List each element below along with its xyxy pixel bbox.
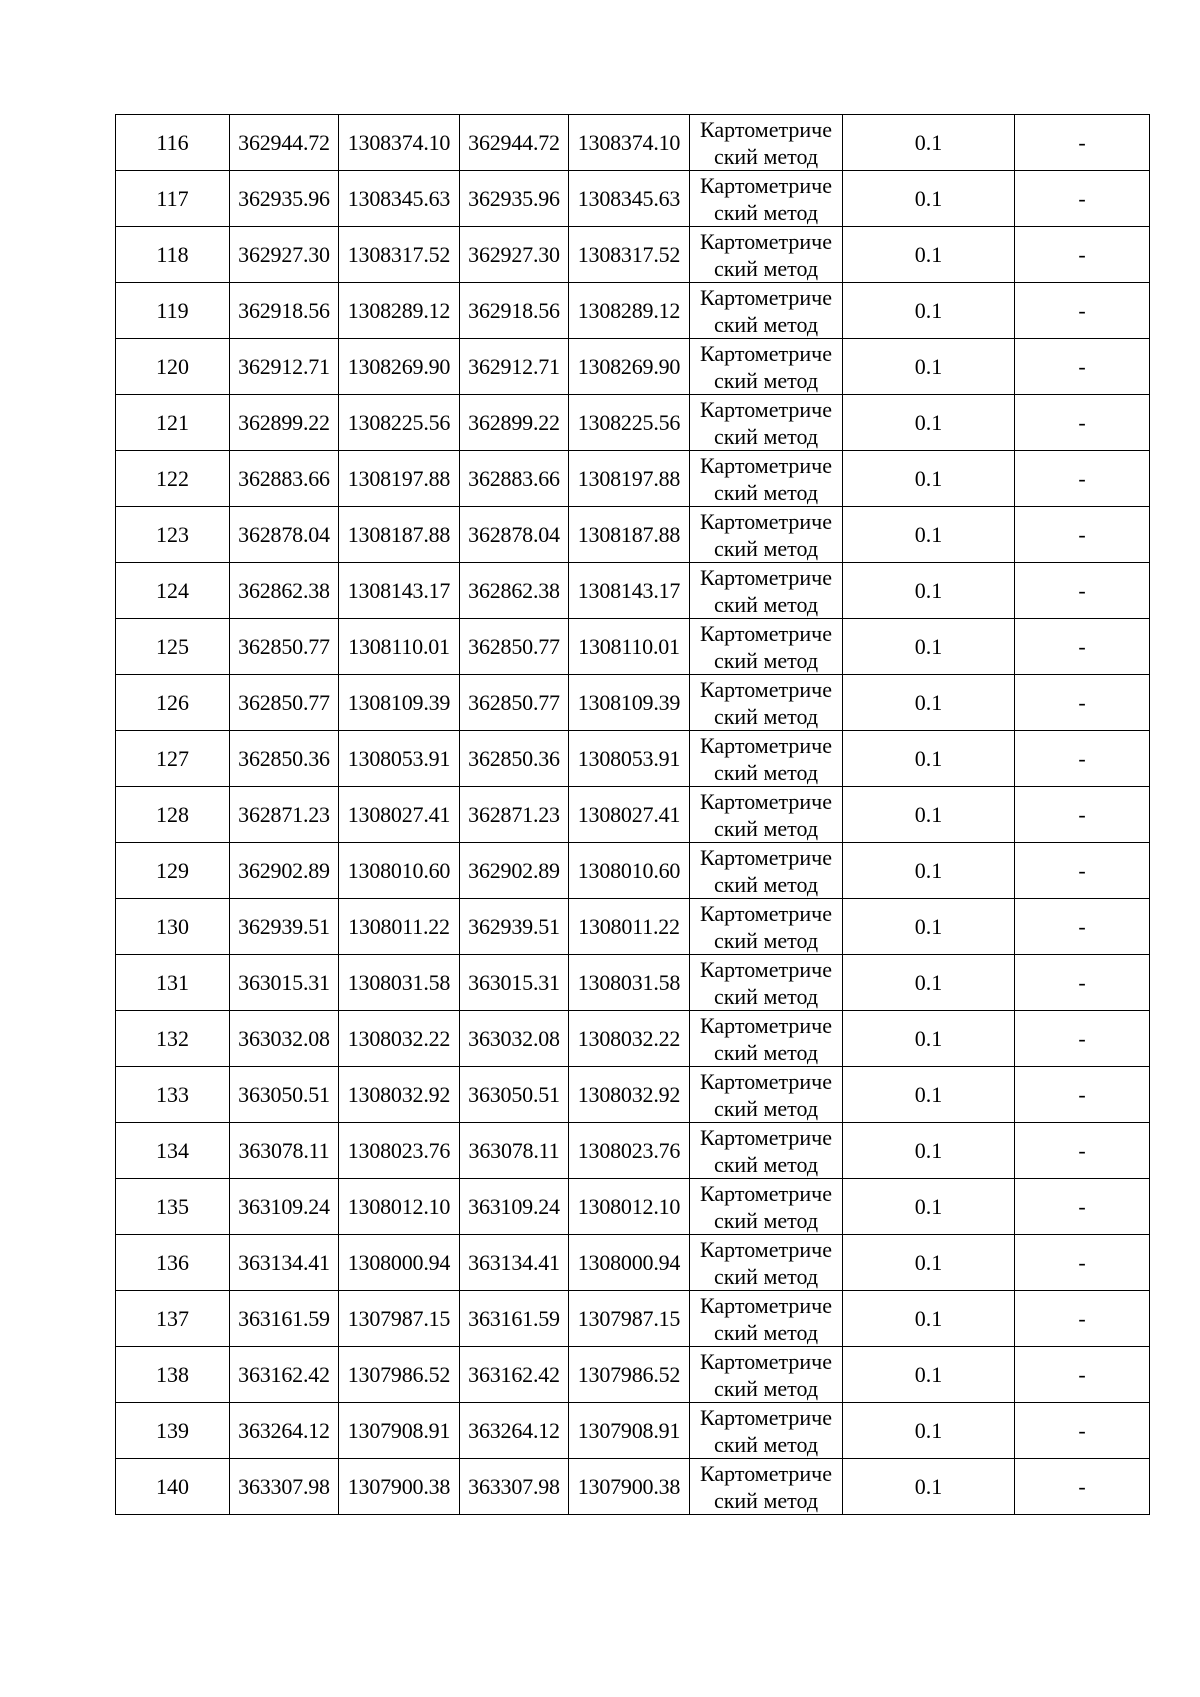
specified-x-cell: 362902.89 xyxy=(460,843,569,899)
note-cell: - xyxy=(1015,899,1150,955)
method-text-line-2: ский метод xyxy=(713,1263,819,1289)
note-cell: - xyxy=(1015,675,1150,731)
method-text-line-2: ский метод xyxy=(713,423,819,449)
method-cell xyxy=(690,843,843,899)
table-row xyxy=(116,619,1150,675)
method-text-line-1: Картометриче xyxy=(700,340,832,366)
specified-y-cell: 1308031.58 xyxy=(569,955,690,1011)
existing-y-cell: 1308374.10 xyxy=(339,115,460,171)
existing-x-cell: 362850.77 xyxy=(230,619,339,675)
table-row xyxy=(116,1123,1150,1179)
table-row xyxy=(116,339,1150,395)
specified-y-cell: 1308012.10 xyxy=(569,1179,690,1235)
precision-cell: 0.1 xyxy=(843,1403,1015,1459)
method-text-line-1: Картометриче xyxy=(700,284,832,310)
point-number-cell: 129 xyxy=(116,843,230,899)
specified-y-cell: 1308011.22 xyxy=(569,899,690,955)
method-text-line-1: Картометриче xyxy=(700,844,832,870)
method-cell xyxy=(690,171,843,227)
specified-y-cell: 1307987.15 xyxy=(569,1291,690,1347)
existing-y-cell: 1308109.39 xyxy=(339,675,460,731)
precision-cell: 0.1 xyxy=(843,115,1015,171)
specified-x-cell: 362871.23 xyxy=(460,787,569,843)
coordinates-table-body xyxy=(116,115,1150,1515)
method-cell xyxy=(690,1179,843,1235)
specified-y-cell: 1308187.88 xyxy=(569,507,690,563)
method-text-line-1: Картометриче xyxy=(700,788,832,814)
method-text-line-2: ский метод xyxy=(713,647,819,673)
method-text-line-1: Картометриче xyxy=(700,452,832,478)
note-cell: - xyxy=(1015,283,1150,339)
specified-y-cell: 1308225.56 xyxy=(569,395,690,451)
method-cell xyxy=(690,731,843,787)
specified-x-cell: 363032.08 xyxy=(460,1011,569,1067)
specified-y-cell: 1308317.52 xyxy=(569,227,690,283)
specified-x-cell: 362918.56 xyxy=(460,283,569,339)
existing-x-cell: 362918.56 xyxy=(230,283,339,339)
note-cell: - xyxy=(1015,787,1150,843)
specified-x-cell: 363050.51 xyxy=(460,1067,569,1123)
note-cell: - xyxy=(1015,563,1150,619)
existing-x-cell: 363078.11 xyxy=(230,1123,339,1179)
method-text-line-2: ский метод xyxy=(713,759,819,785)
existing-y-cell: 1307986.52 xyxy=(339,1347,460,1403)
precision-cell: 0.1 xyxy=(843,171,1015,227)
specified-x-cell: 362850.77 xyxy=(460,675,569,731)
precision-cell: 0.1 xyxy=(843,339,1015,395)
specified-y-cell: 1308109.39 xyxy=(569,675,690,731)
specified-x-cell: 363134.41 xyxy=(460,1235,569,1291)
precision-cell: 0.1 xyxy=(843,507,1015,563)
note-cell: - xyxy=(1015,339,1150,395)
existing-x-cell: 362935.96 xyxy=(230,171,339,227)
method-cell xyxy=(690,619,843,675)
note-cell: - xyxy=(1015,955,1150,1011)
specified-y-cell: 1308032.92 xyxy=(569,1067,690,1123)
method-text-line-2: ский метод xyxy=(713,703,819,729)
method-text-line-1: Картометриче xyxy=(700,228,832,254)
existing-y-cell: 1308027.41 xyxy=(339,787,460,843)
point-number-cell: 135 xyxy=(116,1179,230,1235)
existing-x-cell: 362944.72 xyxy=(230,115,339,171)
method-cell xyxy=(690,1459,843,1515)
existing-x-cell: 363134.41 xyxy=(230,1235,339,1291)
specified-y-cell: 1307900.38 xyxy=(569,1459,690,1515)
table-row xyxy=(116,283,1150,339)
precision-cell: 0.1 xyxy=(843,787,1015,843)
precision-cell: 0.1 xyxy=(843,451,1015,507)
point-number-cell: 122 xyxy=(116,451,230,507)
specified-y-cell: 1308000.94 xyxy=(569,1235,690,1291)
point-number-cell: 131 xyxy=(116,955,230,1011)
specified-y-cell: 1308053.91 xyxy=(569,731,690,787)
method-text-line-1: Картометриче xyxy=(700,172,832,198)
method-text-line-1: Картометриче xyxy=(700,1180,832,1206)
method-text-line-1: Картометриче xyxy=(700,1404,832,1430)
note-cell: - xyxy=(1015,619,1150,675)
existing-x-cell: 363161.59 xyxy=(230,1291,339,1347)
method-text-line-2: ский метод xyxy=(713,815,819,841)
method-cell xyxy=(690,283,843,339)
existing-x-cell: 362927.30 xyxy=(230,227,339,283)
point-number-cell: 116 xyxy=(116,115,230,171)
precision-cell: 0.1 xyxy=(843,395,1015,451)
method-cell xyxy=(690,1403,843,1459)
method-text-line-2: ский метод xyxy=(713,255,819,281)
specified-x-cell: 363162.42 xyxy=(460,1347,569,1403)
method-cell xyxy=(690,227,843,283)
method-text-line-1: Картометриче xyxy=(700,1012,832,1038)
precision-cell: 0.1 xyxy=(843,1067,1015,1123)
existing-x-cell: 363050.51 xyxy=(230,1067,339,1123)
method-text-line-2: ский метод xyxy=(713,535,819,561)
method-text-line-2: ский метод xyxy=(713,871,819,897)
specified-x-cell: 362927.30 xyxy=(460,227,569,283)
existing-y-cell: 1308032.92 xyxy=(339,1067,460,1123)
method-cell xyxy=(690,1123,843,1179)
point-number-cell: 140 xyxy=(116,1459,230,1515)
existing-y-cell: 1308345.63 xyxy=(339,171,460,227)
precision-cell: 0.1 xyxy=(843,227,1015,283)
specified-x-cell: 363109.24 xyxy=(460,1179,569,1235)
specified-y-cell: 1308010.60 xyxy=(569,843,690,899)
existing-x-cell: 362871.23 xyxy=(230,787,339,843)
specified-y-cell: 1307986.52 xyxy=(569,1347,690,1403)
table-row xyxy=(116,843,1150,899)
note-cell: - xyxy=(1015,395,1150,451)
table-row xyxy=(116,227,1150,283)
specified-y-cell: 1308143.17 xyxy=(569,563,690,619)
method-text-line-1: Картометриче xyxy=(700,396,832,422)
specified-x-cell: 362912.71 xyxy=(460,339,569,395)
method-cell xyxy=(690,955,843,1011)
method-text-line-2: ский метод xyxy=(713,1095,819,1121)
precision-cell: 0.1 xyxy=(843,1291,1015,1347)
precision-cell: 0.1 xyxy=(843,843,1015,899)
point-number-cell: 128 xyxy=(116,787,230,843)
existing-x-cell: 362912.71 xyxy=(230,339,339,395)
specified-x-cell: 362899.22 xyxy=(460,395,569,451)
point-number-cell: 125 xyxy=(116,619,230,675)
existing-y-cell: 1308187.88 xyxy=(339,507,460,563)
existing-x-cell: 363032.08 xyxy=(230,1011,339,1067)
specified-y-cell: 1308027.41 xyxy=(569,787,690,843)
existing-x-cell: 362939.51 xyxy=(230,899,339,955)
specified-x-cell: 362939.51 xyxy=(460,899,569,955)
specified-x-cell: 363078.11 xyxy=(460,1123,569,1179)
existing-x-cell: 362883.66 xyxy=(230,451,339,507)
specified-y-cell: 1308023.76 xyxy=(569,1123,690,1179)
point-number-cell: 132 xyxy=(116,1011,230,1067)
specified-y-cell: 1307908.91 xyxy=(569,1403,690,1459)
note-cell: - xyxy=(1015,507,1150,563)
note-cell: - xyxy=(1015,451,1150,507)
method-text-line-1: Картометриче xyxy=(700,956,832,982)
method-cell xyxy=(690,787,843,843)
table-row xyxy=(116,1291,1150,1347)
precision-cell: 0.1 xyxy=(843,563,1015,619)
table-row xyxy=(116,395,1150,451)
point-number-cell: 134 xyxy=(116,1123,230,1179)
method-text-line-2: ский метод xyxy=(713,143,819,169)
existing-y-cell: 1308032.22 xyxy=(339,1011,460,1067)
note-cell: - xyxy=(1015,171,1150,227)
method-text-line-2: ский метод xyxy=(713,367,819,393)
table-row xyxy=(116,1011,1150,1067)
note-cell: - xyxy=(1015,1011,1150,1067)
note-cell: - xyxy=(1015,115,1150,171)
method-text-line-1: Картометриче xyxy=(700,732,832,758)
precision-cell: 0.1 xyxy=(843,1011,1015,1067)
method-text-line-2: ский метод xyxy=(713,1207,819,1233)
method-text-line-1: Картометриче xyxy=(700,900,832,926)
table-row xyxy=(116,1347,1150,1403)
specified-x-cell: 362850.77 xyxy=(460,619,569,675)
point-number-cell: 124 xyxy=(116,563,230,619)
point-number-cell: 133 xyxy=(116,1067,230,1123)
point-number-cell: 139 xyxy=(116,1403,230,1459)
method-cell xyxy=(690,563,843,619)
existing-y-cell: 1308143.17 xyxy=(339,563,460,619)
method-cell xyxy=(690,507,843,563)
method-text-line-1: Картометриче xyxy=(700,564,832,590)
table-row xyxy=(116,451,1150,507)
note-cell: - xyxy=(1015,1347,1150,1403)
method-text-line-2: ский метод xyxy=(713,591,819,617)
point-number-cell: 138 xyxy=(116,1347,230,1403)
point-number-cell: 136 xyxy=(116,1235,230,1291)
existing-x-cell: 363307.98 xyxy=(230,1459,339,1515)
method-text-line-2: ский метод xyxy=(713,1151,819,1177)
point-number-cell: 127 xyxy=(116,731,230,787)
specified-y-cell: 1308110.01 xyxy=(569,619,690,675)
existing-x-cell: 362899.22 xyxy=(230,395,339,451)
method-text-line-1: Картометриче xyxy=(700,620,832,646)
method-text-line-2: ский метод xyxy=(713,1319,819,1345)
method-text-line-2: ский метод xyxy=(713,311,819,337)
note-cell: - xyxy=(1015,227,1150,283)
specified-y-cell: 1308269.90 xyxy=(569,339,690,395)
existing-y-cell: 1308317.52 xyxy=(339,227,460,283)
precision-cell: 0.1 xyxy=(843,1347,1015,1403)
method-cell xyxy=(690,395,843,451)
method-text-line-2: ский метод xyxy=(713,1375,819,1401)
method-text-line-1: Картометриче xyxy=(700,1292,832,1318)
method-cell xyxy=(690,1067,843,1123)
specified-x-cell: 362862.38 xyxy=(460,563,569,619)
method-cell xyxy=(690,339,843,395)
existing-x-cell: 363015.31 xyxy=(230,955,339,1011)
method-cell xyxy=(690,1235,843,1291)
method-cell xyxy=(690,675,843,731)
table-row xyxy=(116,955,1150,1011)
existing-y-cell: 1308110.01 xyxy=(339,619,460,675)
existing-x-cell: 362878.04 xyxy=(230,507,339,563)
specified-x-cell: 362935.96 xyxy=(460,171,569,227)
table-row xyxy=(116,899,1150,955)
precision-cell: 0.1 xyxy=(843,1179,1015,1235)
point-number-cell: 121 xyxy=(116,395,230,451)
specified-y-cell: 1308345.63 xyxy=(569,171,690,227)
specified-y-cell: 1308197.88 xyxy=(569,451,690,507)
table-row xyxy=(116,1179,1150,1235)
existing-y-cell: 1308023.76 xyxy=(339,1123,460,1179)
specified-y-cell: 1308289.12 xyxy=(569,283,690,339)
point-number-cell: 137 xyxy=(116,1291,230,1347)
table-row xyxy=(116,675,1150,731)
method-text-line-1: Картометриче xyxy=(700,676,832,702)
table-row xyxy=(116,563,1150,619)
existing-x-cell: 363162.42 xyxy=(230,1347,339,1403)
specified-x-cell: 363015.31 xyxy=(460,955,569,1011)
table-row xyxy=(116,731,1150,787)
table-row xyxy=(116,171,1150,227)
existing-y-cell: 1307908.91 xyxy=(339,1403,460,1459)
existing-x-cell: 363109.24 xyxy=(230,1179,339,1235)
table-row xyxy=(116,1459,1150,1515)
method-text-line-2: ский метод xyxy=(713,927,819,953)
specified-x-cell: 363161.59 xyxy=(460,1291,569,1347)
precision-cell: 0.1 xyxy=(843,283,1015,339)
specified-x-cell: 362850.36 xyxy=(460,731,569,787)
precision-cell: 0.1 xyxy=(843,675,1015,731)
method-cell xyxy=(690,1291,843,1347)
note-cell: - xyxy=(1015,1459,1150,1515)
existing-y-cell: 1308225.56 xyxy=(339,395,460,451)
precision-cell: 0.1 xyxy=(843,731,1015,787)
point-number-cell: 126 xyxy=(116,675,230,731)
existing-x-cell: 362862.38 xyxy=(230,563,339,619)
point-number-cell: 123 xyxy=(116,507,230,563)
table-row xyxy=(116,1067,1150,1123)
method-text-line-1: Картометриче xyxy=(700,508,832,534)
existing-y-cell: 1308011.22 xyxy=(339,899,460,955)
specified-x-cell: 362883.66 xyxy=(460,451,569,507)
existing-x-cell: 363264.12 xyxy=(230,1403,339,1459)
existing-y-cell: 1308031.58 xyxy=(339,955,460,1011)
method-cell xyxy=(690,451,843,507)
existing-y-cell: 1308269.90 xyxy=(339,339,460,395)
point-number-cell: 120 xyxy=(116,339,230,395)
specified-y-cell: 1308032.22 xyxy=(569,1011,690,1067)
method-cell xyxy=(690,1011,843,1067)
existing-y-cell: 1308010.60 xyxy=(339,843,460,899)
method-cell xyxy=(690,899,843,955)
note-cell: - xyxy=(1015,1067,1150,1123)
method-text-line-2: ский метод xyxy=(713,199,819,225)
note-cell: - xyxy=(1015,1235,1150,1291)
method-text-line-1: Картометриче xyxy=(700,1068,832,1094)
method-text-line-2: ский метод xyxy=(713,1039,819,1065)
table-row xyxy=(116,1235,1150,1291)
method-text-line-1: Картометриче xyxy=(700,116,832,142)
existing-y-cell: 1308053.91 xyxy=(339,731,460,787)
coordinates-table xyxy=(115,114,1150,1515)
precision-cell: 0.1 xyxy=(843,1459,1015,1515)
method-text-line-1: Картометриче xyxy=(700,1236,832,1262)
existing-x-cell: 362850.77 xyxy=(230,675,339,731)
table-row xyxy=(116,787,1150,843)
point-number-cell: 117 xyxy=(116,171,230,227)
specified-y-cell: 1308374.10 xyxy=(569,115,690,171)
method-cell xyxy=(690,1347,843,1403)
specified-x-cell: 362944.72 xyxy=(460,115,569,171)
existing-y-cell: 1308000.94 xyxy=(339,1235,460,1291)
method-text-line-2: ский метод xyxy=(713,1431,819,1457)
specified-x-cell: 362878.04 xyxy=(460,507,569,563)
precision-cell: 0.1 xyxy=(843,619,1015,675)
note-cell: - xyxy=(1015,731,1150,787)
table-row xyxy=(116,507,1150,563)
precision-cell: 0.1 xyxy=(843,899,1015,955)
table-row xyxy=(116,1403,1150,1459)
method-text-line-2: ский метод xyxy=(713,479,819,505)
method-text-line-1: Картометриче xyxy=(700,1348,832,1374)
table-row xyxy=(116,115,1150,171)
note-cell: - xyxy=(1015,1291,1150,1347)
method-text-line-1: Картометриче xyxy=(700,1460,832,1486)
note-cell: - xyxy=(1015,843,1150,899)
existing-y-cell: 1308012.10 xyxy=(339,1179,460,1235)
point-number-cell: 119 xyxy=(116,283,230,339)
note-cell: - xyxy=(1015,1179,1150,1235)
precision-cell: 0.1 xyxy=(843,955,1015,1011)
existing-x-cell: 362902.89 xyxy=(230,843,339,899)
existing-x-cell: 362850.36 xyxy=(230,731,339,787)
method-cell xyxy=(690,115,843,171)
specified-x-cell: 363307.98 xyxy=(460,1459,569,1515)
existing-y-cell: 1308289.12 xyxy=(339,283,460,339)
note-cell: - xyxy=(1015,1403,1150,1459)
existing-y-cell: 1307987.15 xyxy=(339,1291,460,1347)
point-number-cell: 130 xyxy=(116,899,230,955)
existing-y-cell: 1308197.88 xyxy=(339,451,460,507)
precision-cell: 0.1 xyxy=(843,1123,1015,1179)
method-text-line-1: Картометриче xyxy=(700,1124,832,1150)
method-text-line-2: ский метод xyxy=(713,1487,819,1513)
precision-cell: 0.1 xyxy=(843,1235,1015,1291)
existing-y-cell: 1307900.38 xyxy=(339,1459,460,1515)
method-text-line-2: ский метод xyxy=(713,983,819,1009)
note-cell: - xyxy=(1015,1123,1150,1179)
specified-x-cell: 363264.12 xyxy=(460,1403,569,1459)
point-number-cell: 118 xyxy=(116,227,230,283)
